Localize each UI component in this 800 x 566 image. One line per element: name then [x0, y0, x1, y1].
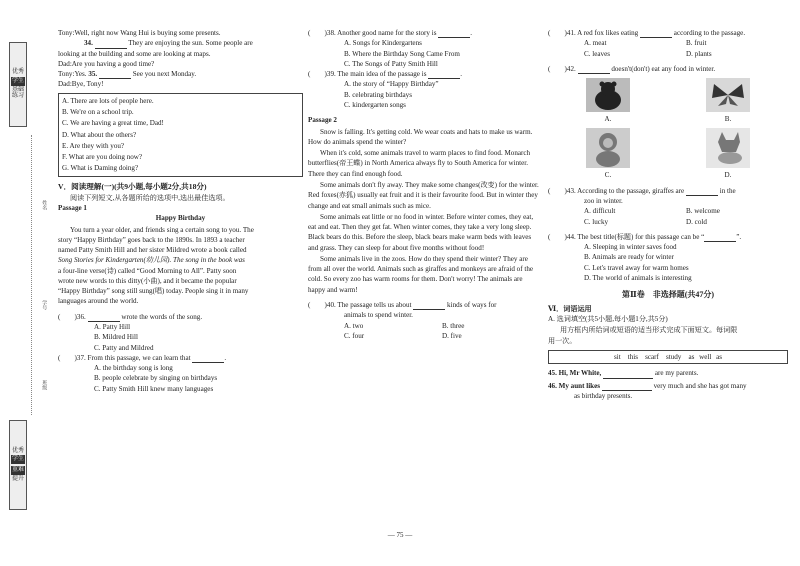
q36-blank[interactable]	[88, 314, 120, 322]
q40-option[interactable]: B. three	[442, 321, 465, 330]
option-item: C. We are having a great time, Dad!	[62, 119, 164, 128]
q37-blank[interactable]	[192, 353, 227, 363]
passage1-line: “Happy Birthday” song still sung(唱) today. People sing it in many	[58, 287, 249, 296]
q36-option[interactable]: C. Patty and Mildred	[94, 343, 154, 352]
q42-option-a[interactable]	[563, 78, 653, 124]
passage2-paragraph: When it's cold, some animals travel to warm places to find food. Monarch butterflies(帝王蝶) in North America always fly to South America for winter. There they can find enough food.	[308, 149, 531, 178]
q40-option[interactable]: A. two	[344, 321, 364, 330]
q40-stem-cont: animals to spend winter.	[344, 311, 413, 320]
passage1-line: a four-line verse(诗) called “Good Morning to All”. Patty soon	[58, 266, 237, 275]
q37-option[interactable]: C. Patty Smith Hill knew many languages	[94, 384, 214, 393]
dialogue-line: Dad:Bye, Tony!	[58, 80, 104, 89]
stamp-top-text-1: 优秀	[11, 69, 24, 76]
q44-option[interactable]: A. Sleeping in winter saves food	[584, 243, 677, 252]
q42-label: D.	[724, 171, 732, 180]
q46-stem: 46. My aunt likes	[548, 381, 601, 390]
q40-stem: ( )40. The passage tells us about	[308, 301, 412, 310]
butterfly-photo-icon	[706, 78, 750, 112]
q43-option[interactable]: D. cold	[686, 217, 707, 226]
section5-instruction: 阅读下列短文,从各题所给的选项中,选出最佳选项。	[70, 193, 230, 202]
stamp-top-text-3: 基础	[11, 86, 24, 93]
q39-option[interactable]: C. kindergarten songs	[344, 100, 406, 109]
q40-option[interactable]: C. four	[344, 331, 365, 340]
q42-option-c[interactable]	[563, 128, 653, 180]
q35-text: See you next Monday.	[130, 70, 197, 79]
page-number: — 75 —	[387, 531, 413, 539]
q36-stem-end: wrote the words of the song.	[119, 312, 203, 321]
q44-option[interactable]: C. Let's travel away for warm homes	[584, 263, 689, 272]
q40-stem-end: kinds of ways for	[445, 301, 497, 310]
q46-stem-end: very much and she has got many	[651, 381, 747, 390]
q43-option[interactable]: C. lucky	[584, 217, 609, 226]
q41-option[interactable]: A. meat	[584, 39, 607, 48]
passage2-label: Passage 2	[308, 116, 337, 125]
passage1-line: wrote new words to this ditty(小曲), and it became the popular	[58, 276, 237, 285]
section6-title: Ⅵ．词语运用	[548, 304, 592, 313]
q34-blank[interactable]	[95, 41, 127, 49]
q45-blank[interactable]	[603, 371, 653, 379]
q43-stem-end: in the	[717, 186, 736, 195]
q42-blank[interactable]	[578, 66, 610, 74]
q36-option[interactable]: B. Mildred Hill	[94, 333, 138, 342]
cut-line	[31, 135, 32, 415]
q41-stem: ( )41. A red fox likes eating	[548, 29, 639, 37]
passage1-line: languages around the world.	[58, 297, 139, 306]
q34-number: 34.	[84, 39, 93, 48]
passage1-line: Song Stories for Kindergarten(幼儿园). The song in the book was	[58, 256, 245, 265]
option-item: F. What are you doing now?	[62, 153, 143, 162]
section6-instruction-cont: 用一次。	[548, 336, 577, 345]
q41-blank[interactable]	[640, 30, 672, 38]
q38-stem: ( )38. Another good name for the story is	[308, 29, 437, 37]
q38-stem-end: .	[470, 29, 473, 37]
passage1-line: named Patty Smith Hill and her sister Mildred wrote a book called	[58, 246, 247, 255]
q46-blank[interactable]	[602, 383, 652, 391]
q41-option[interactable]: C. leaves	[584, 49, 611, 58]
passage2-paragraph: Some animals live in the zoos. How do they spend their winter? They are from all over the world. Animals such as giraffes and monkeys are afraid of the cold. So every zoo has warm rooms for them. Don't worry! The animals are happy and warm!	[308, 254, 534, 294]
stamp-bottom	[9, 420, 27, 510]
q37-option[interactable]: A. the birthday song is long	[94, 364, 173, 373]
passage1-title: Happy Birthday	[155, 214, 206, 223]
q36-option[interactable]: A. Patty Hill	[94, 323, 131, 332]
q41-option[interactable]: D. plants	[686, 49, 712, 58]
stamp-bot-text-4: 提升	[11, 475, 24, 482]
q39-option[interactable]: A. the story of “Happy Birthday”	[344, 80, 439, 89]
binding-margin	[0, 0, 52, 566]
q43-stem: ( )43. According to the passage, giraffes are	[548, 186, 685, 195]
q42-label: A.	[604, 115, 612, 124]
section6-a-title: A. 选词填空(共5小题,每小题1分,共5分)	[548, 315, 668, 324]
bear-photo-icon	[586, 78, 630, 112]
monkey-photo-icon	[586, 128, 630, 168]
option-item: E. Are they with you?	[62, 141, 125, 150]
q40-blank[interactable]	[413, 302, 445, 310]
q42-images-row2	[548, 128, 788, 180]
q42-stem: ( )42.	[548, 64, 576, 73]
q39-stem: ( )39. The main idea of the passage is	[308, 70, 427, 79]
q42-label: C.	[604, 171, 612, 180]
passage2-paragraph: Some animals eat little or no food in winter. Before winter comes, they eat, eat and eat. Then they get fat. When winter comes, they take a very long sleep. Black bears do this. Before the sleep, black bears make warm beds with leaves and grass. They can sleep for about five months without food!	[308, 212, 534, 252]
q35-blank[interactable]	[99, 71, 131, 79]
option-item: A. There are lots of people here.	[62, 96, 154, 105]
q39-blank[interactable]	[428, 71, 460, 79]
q41-stem-end: according to the passage.	[672, 29, 746, 37]
stamp-bot-text-3: 重难	[11, 467, 24, 473]
q42-option-d[interactable]	[683, 128, 773, 180]
q41-option[interactable]: B. fruit	[686, 39, 707, 48]
dialogue-line: Tony:Yes.	[58, 70, 87, 79]
option-item: B. We're on a school trip.	[62, 107, 134, 116]
stamp-top-text-2: 学生	[11, 77, 24, 84]
part2-title: 第Ⅱ卷 非选择题(共47分)	[621, 290, 715, 300]
stamp-bot-text-1: 优秀	[11, 447, 24, 454]
dialogue-line: Tony:Well, right now Wang Hui is buying some presents.	[58, 29, 221, 37]
q46-stem-cont: as birthday presents.	[574, 391, 633, 400]
q42-label: B.	[724, 115, 732, 124]
q37-stem: ( )37. From this passage, we can learn that	[58, 353, 191, 362]
passage1-line: story “Happy Birthday” goes back to the 1890s. In 1893 a teacher	[58, 235, 245, 244]
stamp-bot-text-2: 学生	[11, 456, 24, 463]
passage1-label: Passage 1	[58, 203, 87, 212]
q44-blank[interactable]	[704, 234, 736, 242]
q44-option[interactable]: B. Animals are ready for winter	[584, 253, 674, 262]
q36-stem: ( )36.	[58, 312, 86, 321]
fox-photo-icon	[706, 128, 750, 168]
q42-images-row1	[548, 78, 788, 124]
q38-option[interactable]: C. The Songs of Patty Smith Hill	[344, 59, 438, 68]
passage1-line: You turn a year older, and friends sing a certain song to you. The	[70, 225, 254, 234]
option-item: G. What is Daming doing?	[62, 164, 139, 173]
q43-option[interactable]: A. difficult	[584, 207, 616, 216]
section5-title: V．阅读理解(一)(共9小题,每小题2分,共18分)	[58, 181, 207, 191]
q37-option[interactable]: B. people celebrate by singing on birthdays	[94, 374, 218, 383]
q38-blank[interactable]	[438, 29, 473, 38]
word-box: sit this scarf study as well as	[548, 350, 788, 364]
margin-label-class: 班级	[41, 380, 47, 390]
column-1	[58, 28, 303, 394]
q43-option[interactable]: B. welcome	[686, 207, 720, 216]
option-item: D. What about the others?	[62, 130, 137, 139]
q42-stem-end: doesn't(don't) eat any food in winter.	[609, 64, 716, 73]
options-box	[58, 93, 303, 177]
q38-option[interactable]: A. Songs for Kindergartens	[344, 39, 422, 48]
section6-instruction: 用方框内所给词或短语的适当形式完成下面短文。每词限	[560, 326, 738, 335]
margin-label-id: 学号	[41, 300, 47, 310]
q45-stem-end: are my parents.	[653, 369, 699, 378]
q40-option[interactable]: D. five	[442, 331, 462, 340]
q44-stem-end: ”.	[736, 232, 742, 241]
margin-label-name: 姓名	[41, 200, 47, 210]
q44-option[interactable]: D. The world of animals is interesting	[584, 273, 692, 282]
stamp-top-text-4: 练习	[11, 93, 24, 100]
dialogue-line: looking at the building and some are looking at maps.	[58, 49, 211, 58]
column-2: ( )38. Another good name for the story is . A. Songs for Kindergartens B. Where the Birthday Song Came From C. The Songs of Patty Smith Hill ( )39. The main idea of the passage is . A. the story of “Happy Birthday” B. celebrating birthdays C. kindergarten songs Passage 2 Snow is falling. It's getting cold. We wear coats and hats to make us warm. How do animals spend the winter? When it's cold, some animals travel to warm places to find food. Monarch butterflies(帝王蝶) in North America always fly to South America for winter. There they can find enough food. Some animals don't fly away. They make some changes(改变) for the winter. Red foxes(赤狐) usually eat fruit and it is their favourite food. But in winter they change and eat small animals such as mice. Some animals eat little or no food in winter. Before winter comes, they eat, eat and eat. Then they get fat. When winter comes, they take a very long sleep. Black bears do this. Before the sleep, black bears make warm beds with leaves and grass. They can sleep for about five months without food! Some animals live in the zoos. How do they spend their winter? They are from all over the world. Animals such as giraffes and monkeys are afraid of the cold. So every zoo has warm rooms for them. Don't worry! The animals are happy and warm! ( )40. The passage tells us about kinds of ways for animals to spend winter. A. two B. three C. four D. five	[308, 29, 539, 340]
q37-stem-end: .	[224, 353, 227, 362]
q45-stem: 45. Hi, Mr White,	[548, 369, 602, 378]
q43-stem-cont: zoo in winter.	[584, 196, 623, 205]
column-3	[548, 28, 788, 401]
stamp-top	[9, 42, 27, 127]
passage2-paragraph: Snow is falling. It's getting cold. We wear coats and hats to make us warm. How do animals spend the winter?	[308, 127, 533, 146]
q39-option[interactable]: B. celebrating birthdays	[344, 90, 412, 99]
q38-option[interactable]: B. Where the Birthday Song Came From	[344, 49, 460, 58]
q44-stem: ( )44. The best title(标题) for this passage can be “	[548, 232, 705, 241]
dialogue-line: Dad:Are you having a good time?	[58, 59, 155, 68]
q35-number: 35.	[86, 70, 98, 79]
passage2-paragraph: Some animals don't fly away. They make some changes(改变) for the winter. Red foxes(赤狐) usually eat fruit and it is their favourite food. But in winter they change and eat small animals such as mice.	[308, 180, 539, 210]
q42-option-b[interactable]	[683, 78, 773, 124]
q43-blank[interactable]	[686, 188, 718, 196]
q34-text: They are enjoying the sun. Some people are	[126, 39, 253, 48]
